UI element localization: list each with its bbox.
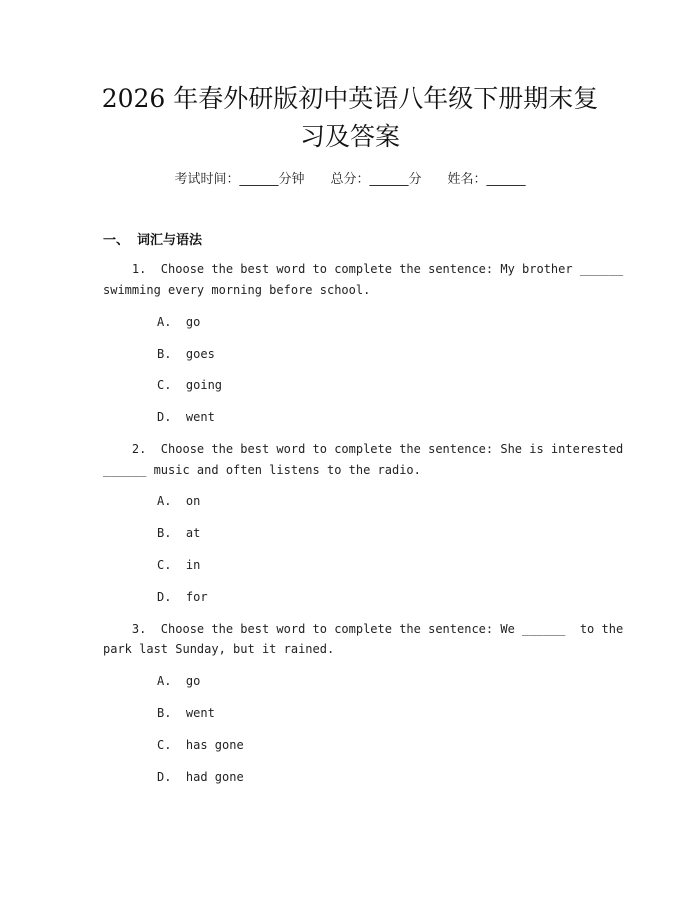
question-3-option-a: A. go [157,674,201,688]
section-title: 词汇与语法 [137,233,203,248]
question-3-option-b: B. went [157,706,215,720]
total-score-label: 总分：______分 [330,172,422,187]
question-1-option-c: C. going [157,378,223,392]
question-3-option-d: D. had gone [157,770,244,784]
student-name-label: 姓名：______ [447,172,526,187]
question-2-option-a: A. on [157,494,201,508]
exam-time-label: 考试时间：______分钟 [174,172,305,187]
question-2-option-c: C. in [157,558,201,572]
question-3-option-c: C. has gone [157,738,244,752]
question-1-option-a: A. go [157,315,201,329]
question-1-option-b: B. goes [157,347,215,361]
section-heading [103,229,202,248]
question-3-text-line-1: 3. Choose the best word to complete the sentence: We ______ to the [103,622,624,636]
question-2-text-line-2: ______ music and often listens to the radio. [103,463,421,477]
document-title-line-2: 习及答案 [299,122,400,151]
section-number: 一、 [103,233,130,248]
question-1-text-line-1: 1. Choose the best word to complete the sentence: My brother ______ [103,262,624,276]
document-title-line-1: 2026 年春外研版初中英语八年级下册期末复 [101,84,599,113]
question-2-option-b: B. at [157,526,201,540]
question-1-option-d: D. went [157,410,215,424]
question-3-text-line-2: park last Sunday, but it rained. [103,642,335,656]
question-2-option-d: D. for [157,590,208,604]
question-1-text-line-2: swimming every morning before school. [103,283,371,297]
exam-meta-info [0,168,700,187]
question-2-text-line-1: 2. Choose the best word to complete the sentence: She is interested [103,442,624,456]
